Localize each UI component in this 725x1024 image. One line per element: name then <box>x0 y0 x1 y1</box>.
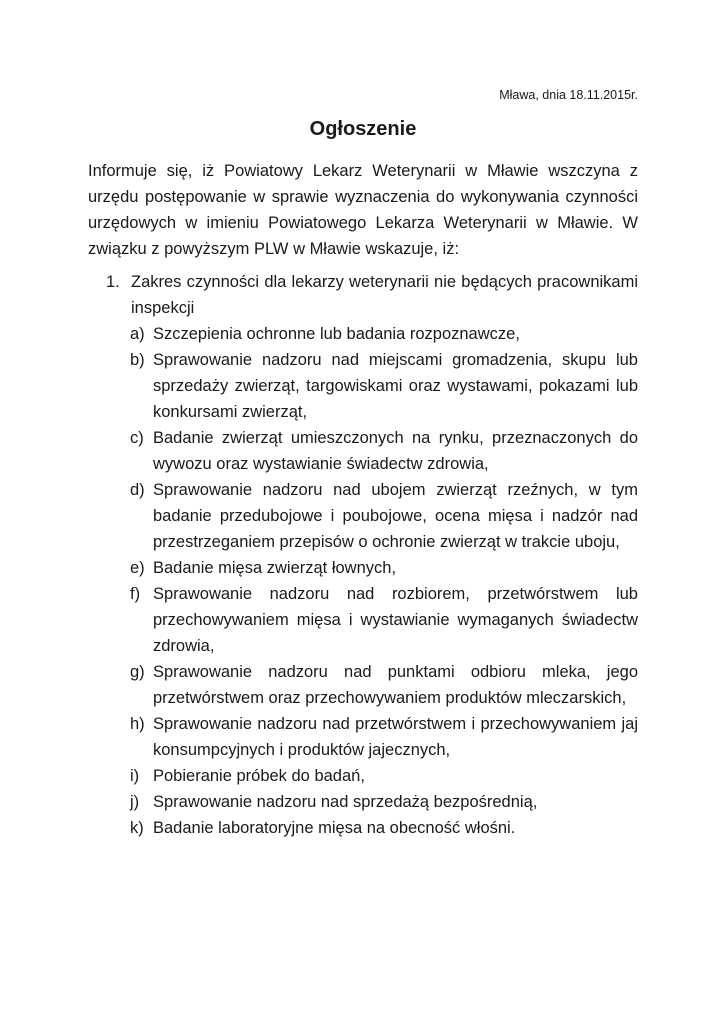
sub-item-g <box>88 659 638 711</box>
sub-item-text: Sprawowanie nadzoru nad sprzedażą bezpośrednią, <box>153 793 538 811</box>
sub-item-text: Badanie mięsa zwierząt łownych, <box>153 559 397 577</box>
sub-item-text: Sprawowanie nadzoru nad punktami odbioru mleka, jego przetwórstwem oraz przechowywaniem produktów mleczarskich, <box>153 663 638 707</box>
sub-item-letter: f) <box>130 585 141 603</box>
document-title: Ogłoszenie <box>309 118 417 140</box>
sub-item-b <box>88 347 638 425</box>
sub-item-text: Sprawowanie nadzoru nad miejscami gromadzenia, skupu lub sprzedaży zwierząt, targowiskami oraz wystawami, pokazami lub konkursami zwierząt, <box>153 351 638 421</box>
sub-item-letter: b) <box>130 351 145 369</box>
sub-item-k <box>88 815 638 841</box>
document-date: Mława, dnia 18.11.2015r. <box>499 88 638 102</box>
sub-item-text: Pobieranie próbek do badań, <box>153 767 365 785</box>
list-item-text: Zakres czynności dla lekarzy weterynarii nie będących pracownikami inspekcji <box>131 273 638 317</box>
sub-item-letter: j) <box>130 793 140 811</box>
intro-paragraph: Informuje się, iż Powiatowy Lekarz Weterynarii w Mławie wszczyna z urzędu postępowanie w sprawie wyznaczenia do wykonywania czynności urzędowych w imieniu Powiatowego Lekarza Weterynarii w Mławie. W związku z powyższym PLW w Mławie wskazuje, iż: <box>88 162 638 258</box>
sub-item-text: Sprawowanie nadzoru nad przetwórstwem i przechowywaniem jaj konsumpcyjnych i produktów jajecznych, <box>153 715 638 759</box>
sub-item-text: Sprawowanie nadzoru nad ubojem zwierząt rzeźnych, w tym badanie przedubojowe i poubojowe, ocena mięsa i nadzór nad przestrzeganiem przepisów o ochronie zwierząt w trakcie uboju, <box>153 481 638 551</box>
sub-item-d <box>88 477 638 555</box>
sub-item-text: Sprawowanie nadzoru nad rozbiorem, przetwórstwem lub przechowywaniem mięsa i wystawianie wymaganych świadectw zdrowia, <box>153 585 638 655</box>
sub-item-c <box>88 425 638 477</box>
sub-item-e <box>88 555 638 581</box>
sub-item-text: Badanie laboratoryjne mięsa na obecność włośni. <box>153 819 516 837</box>
sub-item-f <box>88 581 638 659</box>
sub-item-text: Badanie zwierząt umieszczonych na rynku, przeznaczonych do wywozu oraz wystawianie świadectw zdrowia, <box>153 429 638 473</box>
sub-item-letter: a) <box>130 325 145 343</box>
list-item-number: 1. <box>106 273 120 291</box>
sub-item-letter: d) <box>130 481 145 499</box>
sub-item-letter: g) <box>130 663 145 681</box>
sub-item-letter: e) <box>130 559 145 577</box>
sub-item-letter: c) <box>130 429 144 447</box>
sub-item-letter: k) <box>130 819 144 837</box>
sub-item-j <box>88 789 638 815</box>
sub-item-letter: i) <box>130 767 140 785</box>
sub-item-a <box>88 321 638 347</box>
sub-item-i <box>88 763 638 789</box>
sub-item-h <box>88 711 638 763</box>
numbered-list <box>88 269 638 841</box>
sub-item-text: Szczepienia ochronne lub badania rozpoznawcze, <box>153 325 520 343</box>
list-item <box>88 269 638 321</box>
sub-item-letter: h) <box>130 715 145 733</box>
